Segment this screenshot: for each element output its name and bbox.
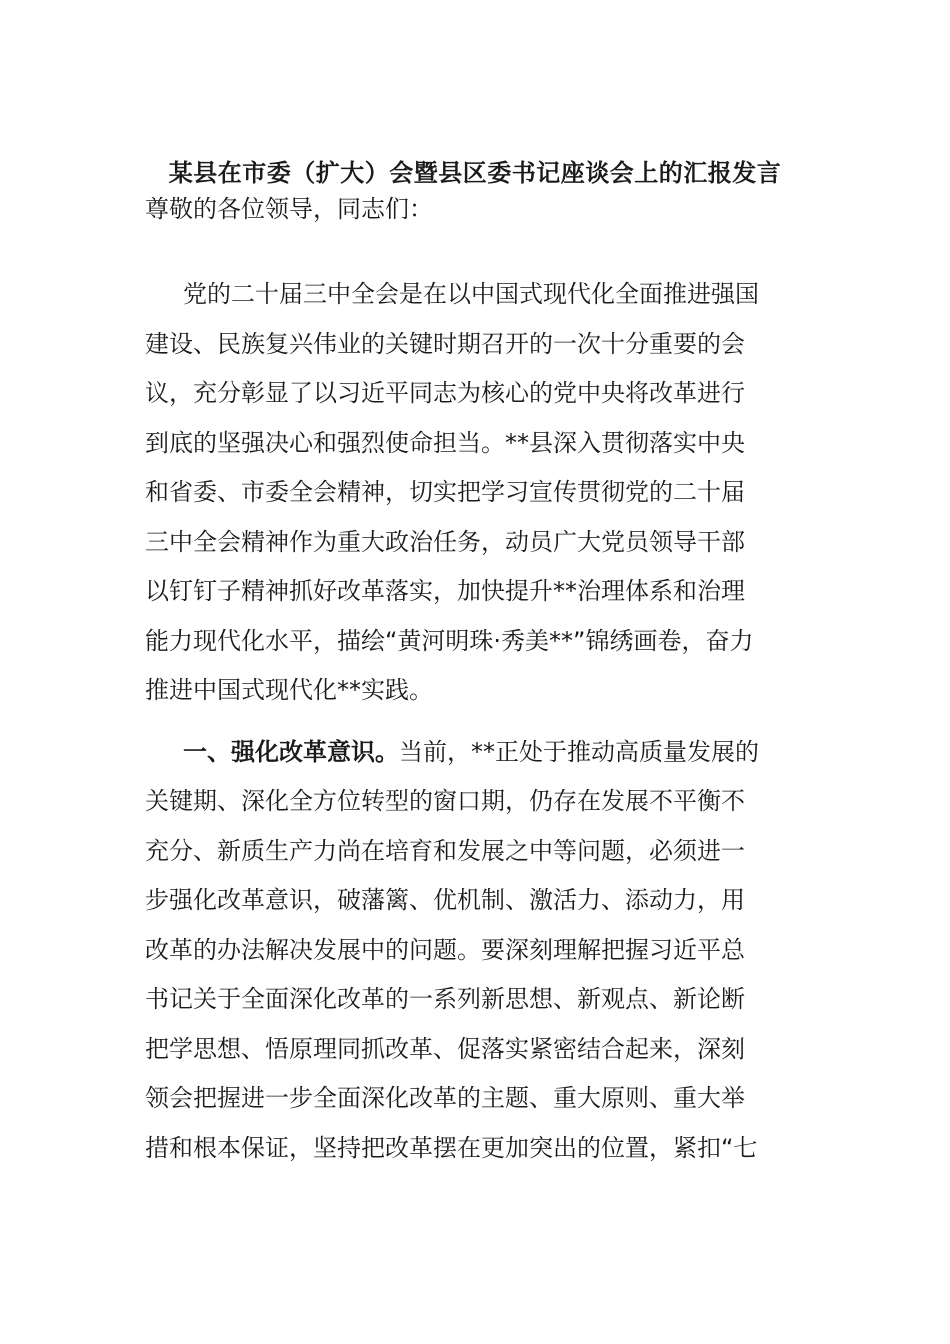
paragraph-line: 和省委、市委全会精神，切实把学习宣传贯彻党的二十届 [145,478,745,506]
paragraph-line: 关键期、深化全方位转型的窗口期，仍存在发展不平衡不 [145,787,745,815]
paragraph-line: 能力现代化水平，描绘“黄河明珠·秀美**”锦绣画卷，奋力 [145,626,754,655]
paragraph-line: 改革的办法解决发展中的问题。要深刻理解把握习近平总 [145,935,745,964]
paragraph-line: 议，充分彰显了以习近平同志为核心的党中央将改革进行 [145,379,745,407]
paragraph-first-line [145,728,807,778]
paragraph-line: 推进中国式现代化**实践。 [145,676,433,704]
paragraph-line: 书记关于全面深化改革的一系列新思想、新观点、新论断 [145,985,745,1013]
paragraph-line: 措和根本保证，坚持把改革摆在更加突出的位置，紧扣“七 [145,1133,758,1162]
paragraph-line: 三中全会精神作为重大政治任务，动员广大党员领导干部 [145,527,745,556]
document-title: 某县在市委（扩大）会暨县区委书记座谈会上的汇报发言 [168,159,782,187]
paragraph-reform-awareness [145,728,807,1174]
paragraph-line: 以钉钉子精神抓好改革落实，加快提升**治理体系和治理 [145,577,745,605]
paragraph-line: 建设、民族复兴伟业的关键时期召开的一次十分重要的会 [145,329,745,358]
paragraph-line: 领会把握进一步全面深化改革的主题、重大原则、重大举 [145,1084,745,1112]
paragraph-line: 党的二十届三中全会是在以中国式现代化全面推进强国 [183,280,759,308]
paragraph-line-rest: 当前，**正处于推动高质量发展的 [399,737,759,766]
paragraph-line: 把学思想、悟原理同抓改革、促落实紧密结合起来，深刻 [145,1034,745,1063]
section-heading: 一、强化改革意识。 [183,737,399,766]
paragraph-line: 充分、新质生产力尚在培育和发展之中等问题，必须进一 [145,836,745,865]
paragraph-intro [145,270,807,716]
paragraph-line: 到底的坚强决心和强烈使命担当。**县深入贯彻落实中央 [145,428,745,457]
paragraph-line: 步强化改革意识，破藩篱、优机制、激活力、添动力，用 [145,886,745,914]
salutation: 尊敬的各位领导，同志们： [145,195,433,223]
document-body [145,192,807,1173]
